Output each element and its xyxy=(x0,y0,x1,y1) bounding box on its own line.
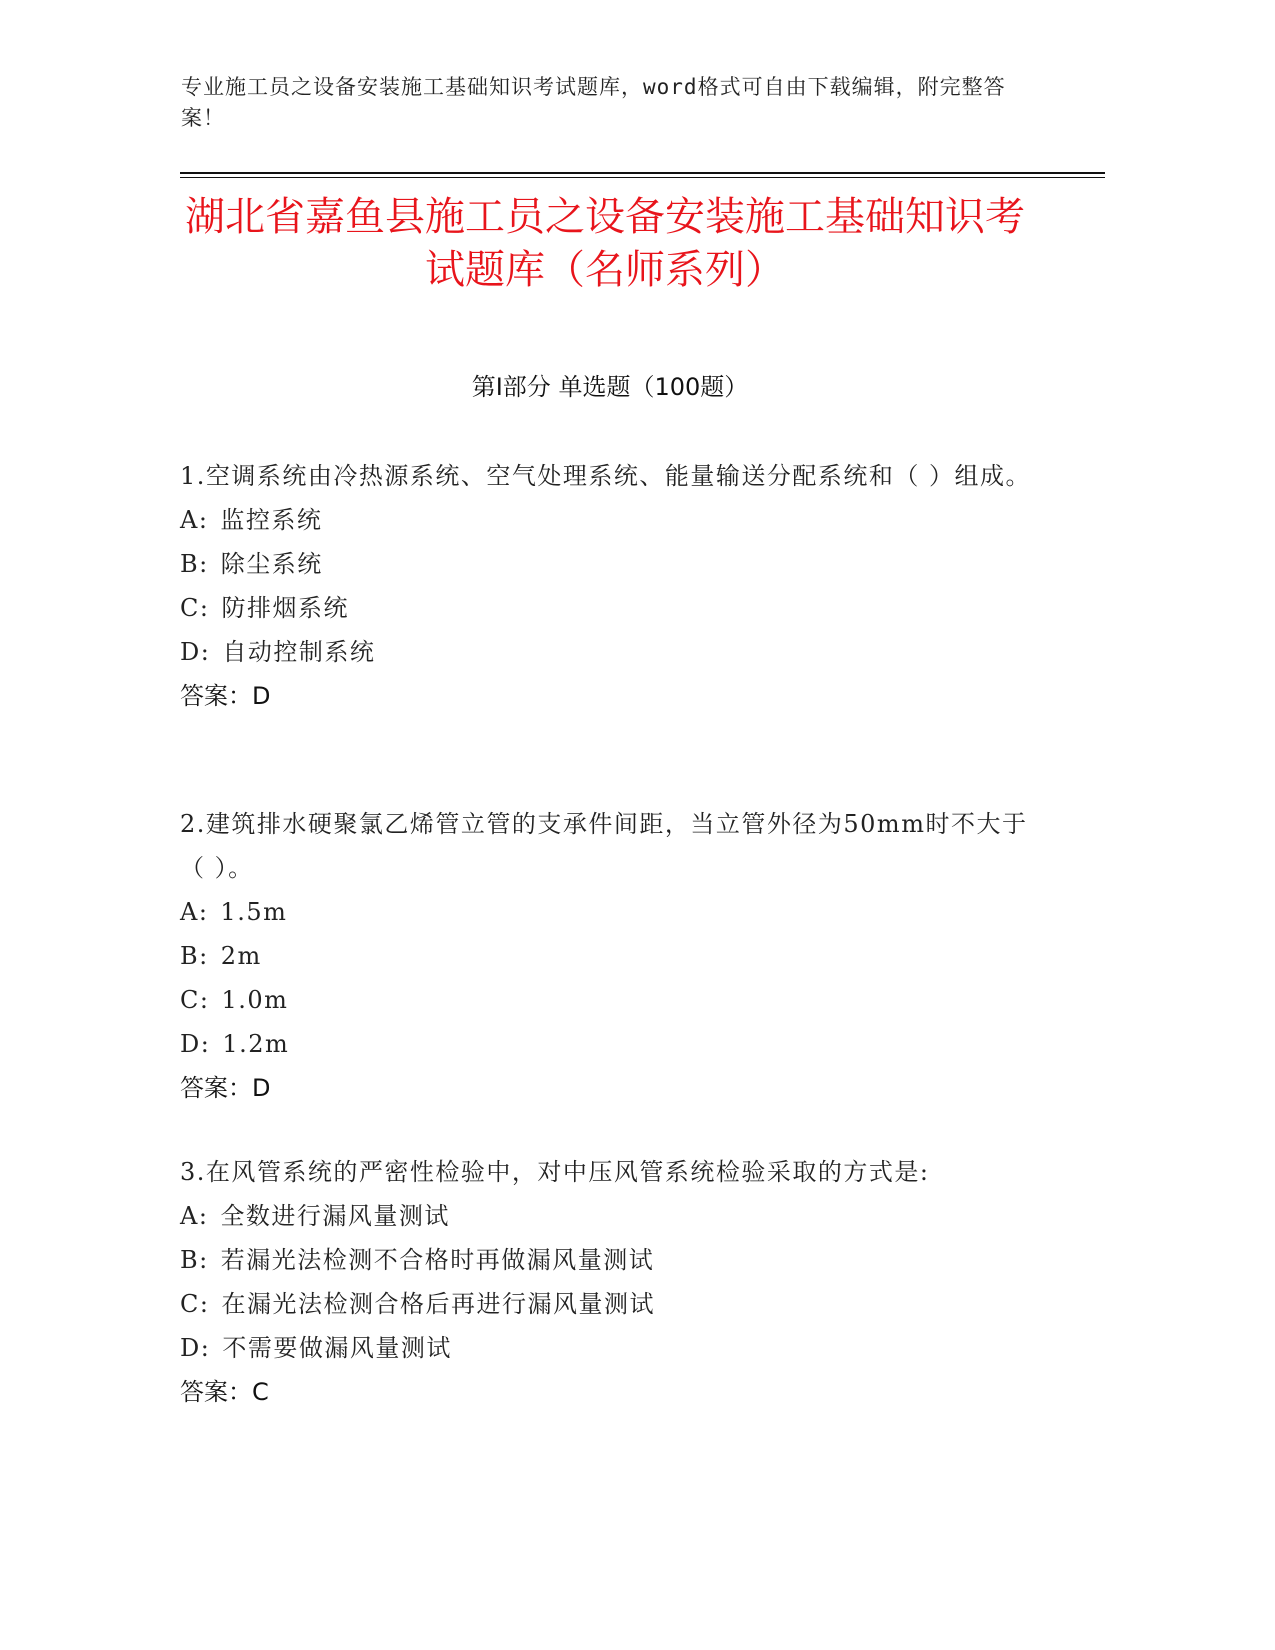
option-key: B: xyxy=(180,942,209,970)
option-key: D: xyxy=(180,1030,211,1058)
option-key: A: xyxy=(180,898,209,926)
option-key: D: xyxy=(180,1334,211,1362)
option-text: 监控系统 xyxy=(220,506,323,534)
option-text: 在漏光法检测合格后再进行漏风量测试 xyxy=(221,1290,655,1318)
question-3 xyxy=(180,1150,1040,1414)
option-text: 1.5m xyxy=(220,898,288,926)
option-b xyxy=(180,542,1040,586)
option-text: 1.2m xyxy=(222,1030,290,1058)
option-d xyxy=(180,1022,1040,1066)
option-text: 除尘系统 xyxy=(220,550,323,578)
option-d xyxy=(180,1326,1040,1370)
option-c xyxy=(180,978,1040,1022)
option-key: C: xyxy=(180,1290,210,1318)
question-1 xyxy=(180,454,1040,718)
question-stem: 3.在风管系统的严密性检验中，对中压风管系统检验采取的方式是: xyxy=(180,1158,930,1186)
question-stem: 2.建筑排水硬聚氯乙烯管立管的支承件间距，当立管外径为50mm时不大于（ ）。 xyxy=(180,810,1028,882)
option-key: B: xyxy=(180,1246,209,1274)
answer: 答案：D xyxy=(180,1074,271,1102)
option-key: C: xyxy=(180,986,210,1014)
option-b xyxy=(180,934,1040,978)
option-key: A: xyxy=(180,1202,209,1230)
option-text: 2m xyxy=(220,942,262,970)
option-text: 若漏光法检测不合格时再做漏风量测试 xyxy=(220,1246,655,1274)
option-key: B: xyxy=(180,550,209,578)
header-divider-thin xyxy=(180,177,1105,178)
option-a xyxy=(180,1194,1040,1238)
option-key: A: xyxy=(180,506,209,534)
option-text: 自动控制系统 xyxy=(222,638,376,666)
header-divider-thick xyxy=(180,172,1105,174)
option-b xyxy=(180,1238,1040,1282)
option-text: 防排烟系统 xyxy=(221,594,349,622)
option-text: 不需要做漏风量测试 xyxy=(222,1334,452,1362)
option-text: 1.0m xyxy=(221,986,289,1014)
section-title: 第Ⅰ部分 单选题（100题） xyxy=(471,373,749,401)
option-key: D: xyxy=(180,638,211,666)
document-title: 湖北省嘉鱼县施工员之设备安装施工基础知识考试题库（名师系列） xyxy=(185,194,1025,293)
question-2 xyxy=(180,802,1040,1110)
option-a xyxy=(180,498,1040,542)
header-note: 专业施工员之设备安装施工基础知识考试题库，word格式可自由下载编辑，附完整答案！ xyxy=(181,75,1006,130)
answer: 答案：C xyxy=(180,1378,269,1406)
option-c xyxy=(180,586,1040,630)
option-d xyxy=(180,630,1040,674)
option-a xyxy=(180,890,1040,934)
question-stem: 1.空调系统由冷热源系统、空气处理系统、能量输送分配系统和（ ）组成。 xyxy=(180,462,1032,490)
option-c xyxy=(180,1282,1040,1326)
option-key: C: xyxy=(180,594,210,622)
answer: 答案：D xyxy=(180,682,271,710)
option-text: 全数进行漏风量测试 xyxy=(220,1202,450,1230)
